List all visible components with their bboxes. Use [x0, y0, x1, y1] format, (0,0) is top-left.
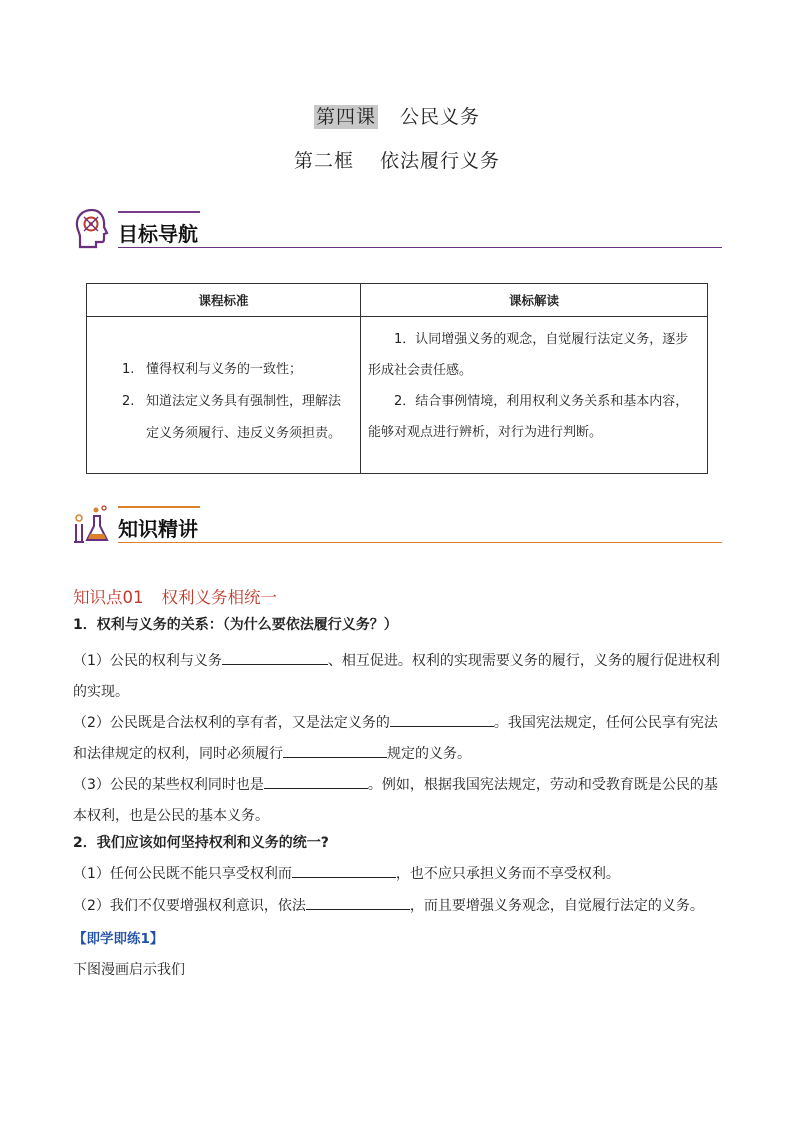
paragraph: （2）我们不仅要增强权利意识，依法 ，而且要增强义务观念，自觉履行法定的义务。	[73, 891, 723, 922]
lesson-name: 公民义务	[400, 106, 481, 128]
lesson-title	[0, 102, 794, 129]
fill-blank[interactable]	[283, 742, 387, 758]
knowledge-point-code: 知识点01	[73, 588, 144, 607]
knowledge-section-header	[72, 502, 722, 546]
knowledge-section-label: 知识精讲	[118, 517, 198, 541]
head-gear-icon	[72, 207, 112, 251]
list-item: 2. 知道法定义务具有强制性，理解法定义务须履行、违反义务须担责。	[122, 394, 342, 441]
list-item: 1. 懂得权利与义务的一致性；	[122, 362, 303, 377]
question-heading: 1．权利与义务的关系：（为什么要依法履行义务？）	[73, 617, 398, 633]
question-heading: 2．我们应该如何坚持权利和义务的统一?	[73, 835, 329, 851]
knowledge-point-title	[73, 584, 277, 608]
standards-table	[86, 283, 708, 474]
paragraph: （1）任何公民既不能只享受权利而 ，也不应只承担义务而不享受权利。	[73, 859, 723, 890]
fill-blank[interactable]	[306, 894, 410, 910]
paragraph: （2）公民既是合法权利的享有者，又是法定义务的 。我国宪法规定，任何公民享有宪法和法律规定的权利，同时必须履行 规定的义务。	[73, 708, 723, 770]
paragraph: （1）公民的权利与义务 、相互促进。权利的实现需要义务的履行，义务的履行促进权利的实现。	[73, 646, 723, 708]
fill-blank[interactable]	[264, 773, 368, 789]
standards-cell	[87, 317, 361, 474]
fill-blank[interactable]	[222, 649, 328, 665]
fill-blank[interactable]	[390, 711, 494, 727]
nav-section-header	[72, 207, 722, 251]
exercise-prompt: 下图漫画启示我们	[73, 962, 185, 978]
interpretation-paragraph: 2．结合事例情境，利用权利义务关系和基本内容，能够对观点进行辨析，对行为进行判断。	[368, 394, 689, 440]
section-name: 依法履行义务	[380, 150, 501, 172]
table-header: 课标解读	[361, 284, 708, 317]
interpretation-paragraph: 1．认同增强义务的观念，自觉履行法定义务，逐步形成社会责任感。	[368, 332, 689, 378]
exercise-label: 【即学即练1】	[73, 931, 164, 947]
fill-blank[interactable]	[292, 862, 396, 878]
section-number: 第二框	[293, 150, 354, 172]
section-title	[0, 146, 794, 173]
interpretation-cell	[361, 317, 708, 474]
knowledge-point-name: 权利义务相统一	[161, 588, 277, 607]
paragraph: （3）公民的某些权利同时也是 。例如，根据我国宪法规定，劳动和受教育既是公民的基本权利，也是公民的基本义务。	[73, 770, 723, 832]
lesson-number: 第四课	[315, 106, 376, 128]
table-header: 课程标准	[87, 284, 361, 317]
lab-flask-icon	[72, 502, 112, 546]
nav-section-label: 目标导航	[118, 222, 198, 246]
